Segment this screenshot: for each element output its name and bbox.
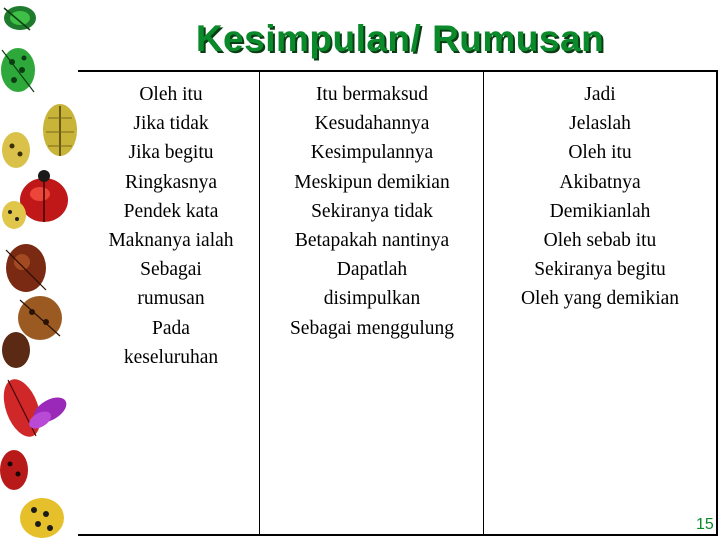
- list-item: Sekiranya begitu: [534, 259, 666, 281]
- beetle-border-decoration: [0, 0, 80, 546]
- list-item: Kesimpulannya: [310, 142, 434, 164]
- list-item: Oleh yang demikian: [520, 288, 680, 310]
- page-number: 15: [696, 516, 714, 533]
- list-item: Oleh sebab itu: [543, 230, 657, 252]
- beetle-icon: [18, 296, 62, 340]
- column-1: [88, 80, 254, 372]
- list-item: Dapatlah: [336, 259, 408, 281]
- list-item: rumusan: [137, 288, 205, 310]
- list-item: Oleh itu: [139, 84, 203, 105]
- list-item: Jelaslah: [569, 113, 631, 135]
- list-item: Sebagai menggulung: [289, 317, 455, 339]
- beetle-icon: [4, 6, 36, 30]
- list-item: Sebagai: [140, 259, 202, 281]
- column-3: [486, 80, 714, 314]
- list-item: Oleh itu: [568, 142, 632, 164]
- list-item: Sekiranya tidak: [311, 200, 433, 222]
- list-item: Jadi: [584, 84, 616, 105]
- beetle-icon: [2, 201, 26, 229]
- list-item: Pendek kata: [123, 200, 219, 222]
- list-item: Betapakah nantinya: [294, 230, 450, 252]
- list-item: disimpulkan: [323, 288, 421, 310]
- list-item: Akibatnya: [559, 171, 641, 193]
- slide-title: Kesimpulan/ Rumusan: [195, 18, 605, 59]
- beetle-icon: [20, 498, 64, 538]
- beetle-icon: [1, 48, 35, 92]
- list-item: Pada: [152, 317, 190, 339]
- column-divider: [259, 70, 260, 536]
- list-item: Itu bermaksud: [315, 84, 429, 105]
- beetle-icon: [6, 244, 46, 292]
- list-item: keseluruhan: [123, 346, 219, 368]
- list-item: Ringkasnya: [124, 171, 218, 193]
- beetle-icon: [43, 104, 77, 156]
- beetle-icon: [0, 450, 28, 490]
- list-item: Demikianlah: [549, 200, 651, 222]
- list-item: Kesudahannya: [314, 113, 430, 135]
- list-item: Jika begitu: [128, 142, 214, 164]
- list-item: Maknanya ialah: [108, 230, 234, 252]
- beetle-icon: [20, 170, 68, 222]
- column-2: [262, 80, 482, 343]
- beetle-icon: [2, 332, 30, 368]
- column-divider: [483, 70, 484, 536]
- beetle-icon: [2, 132, 30, 168]
- list-item: Jika tidak: [133, 113, 209, 135]
- list-item: Meskipun demikian: [294, 171, 450, 193]
